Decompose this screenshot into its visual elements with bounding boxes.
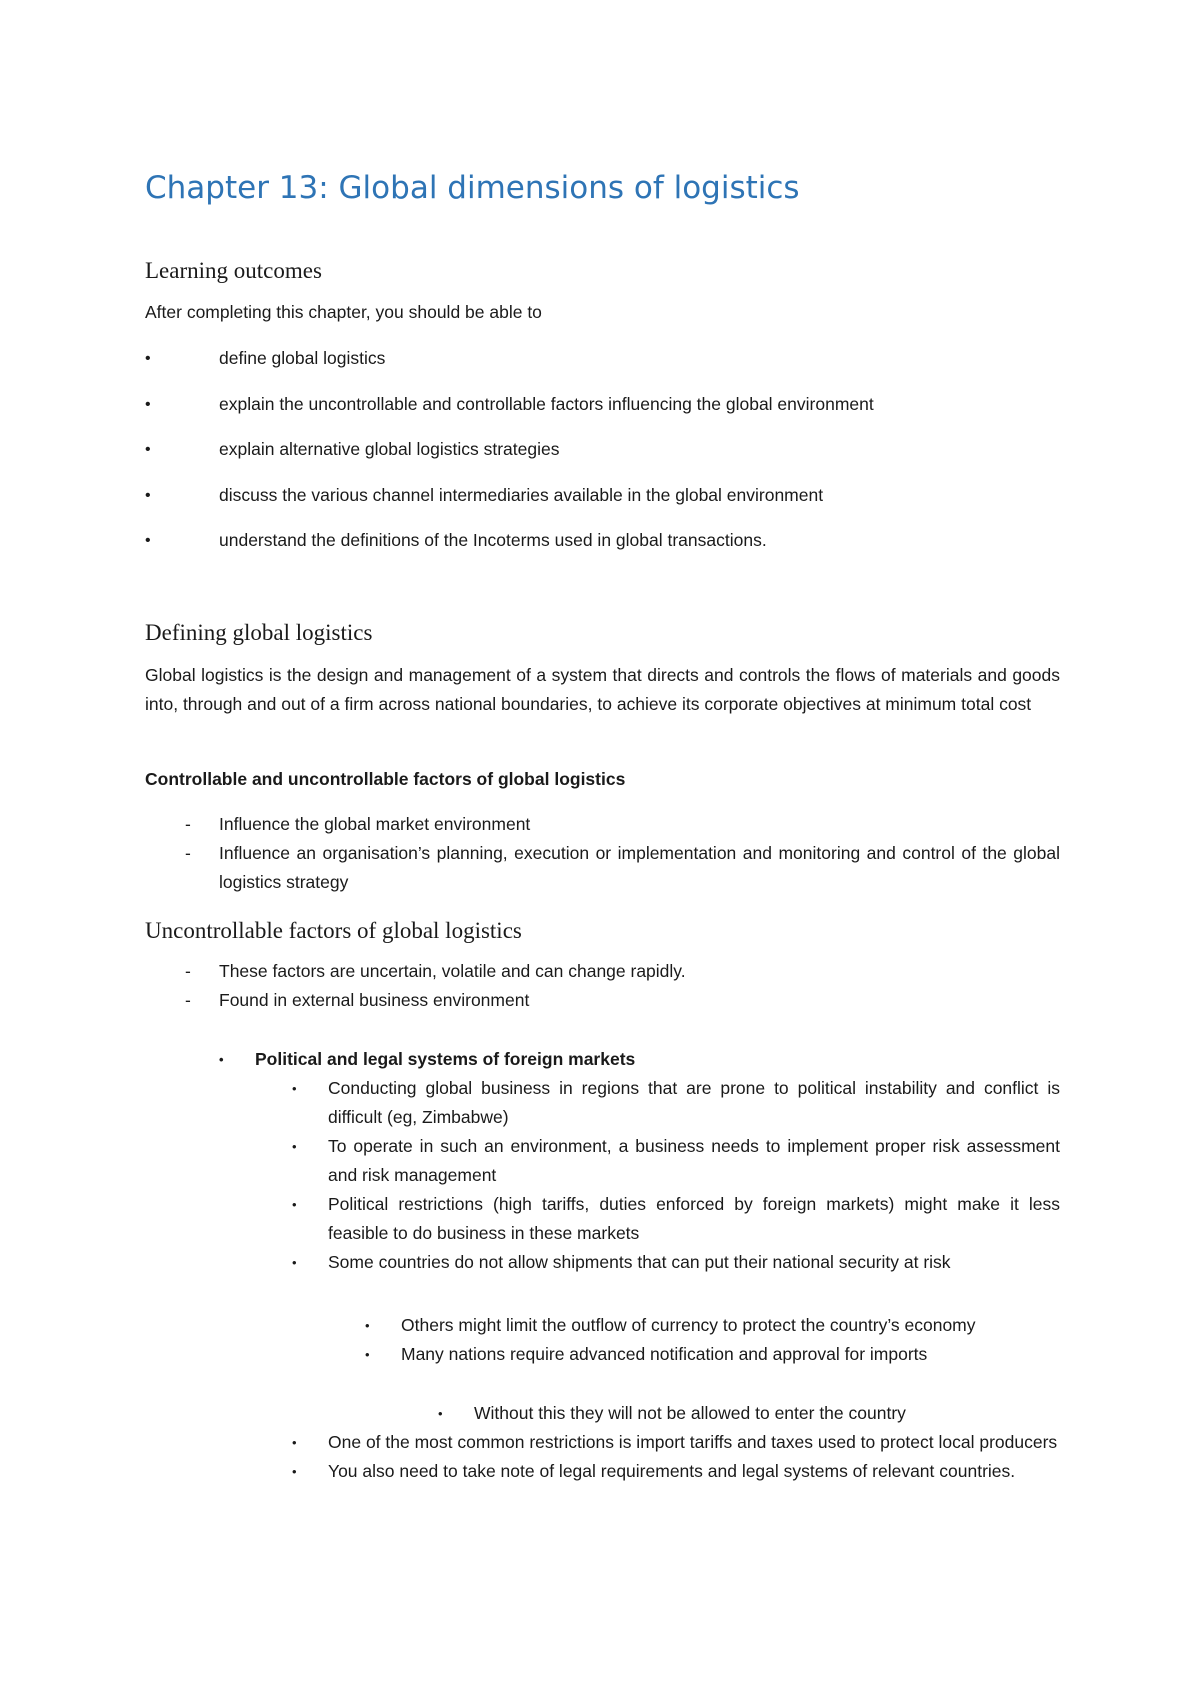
list-item-text: Without this they will not be allowed to enter the country (474, 1403, 906, 1423)
list-item-text: Others might limit the outflow of currency to protect the country’s economy (401, 1315, 976, 1335)
dash-icon: - (185, 961, 191, 981)
bullet-icon: • (145, 350, 151, 367)
bullet-icon: • (365, 1347, 370, 1362)
bullet-icon: • (292, 1435, 297, 1450)
bullet-icon: • (219, 1052, 224, 1067)
list-item (185, 839, 1060, 897)
list-item-text: Political restrictions (high tariffs, duties enforced by foreign markets) might make it less feasible to do business in these markets (328, 1194, 1060, 1243)
outcome-text: understand the definitions of the Incoterms used in global transactions. (219, 530, 767, 550)
list-item-text: These factors are uncertain, volatile and can change rapidly. (219, 961, 686, 981)
bullet-icon: • (145, 441, 151, 458)
list-item (292, 1190, 1060, 1248)
bullet-icon: • (145, 487, 151, 504)
list-item (292, 1248, 1060, 1277)
learning-outcomes-heading: Learning outcomes (145, 258, 322, 283)
list-item (219, 1045, 1060, 1074)
dash-icon: - (185, 990, 191, 1010)
list-item-text: Influence an organisation’s planning, execution or implementation and monitoring and control of the global logistics strategy (219, 843, 1060, 892)
list-item-text: One of the most common restrictions is import tariffs and taxes used to protect local producers (328, 1432, 1058, 1452)
uncontrollable-heading: Uncontrollable factors of global logistics (145, 918, 522, 943)
list-item (292, 1457, 1060, 1486)
factors-subheading: Controllable and uncontrollable factors of global logistics (145, 769, 626, 789)
political-sub-sub-items (438, 1399, 1060, 1428)
bullet-icon: • (292, 1139, 297, 1154)
outcome-text: discuss the various channel intermediaries available in the global environment (219, 485, 824, 505)
bullet-icon: • (292, 1464, 297, 1479)
bullet-icon: • (292, 1081, 297, 1096)
list-item-text: Some countries do not allow shipments that can put their national security at risk (328, 1252, 951, 1272)
chapter-title: Chapter 13: Global dimensions of logistics (145, 170, 800, 206)
political-list (219, 1045, 1060, 1074)
dash-icon: - (185, 843, 191, 863)
list-item (185, 957, 1060, 986)
list-item (438, 1399, 1060, 1428)
bullet-icon: • (145, 396, 151, 413)
bullet-icon: • (365, 1318, 370, 1333)
defining-heading: Defining global logistics (145, 620, 373, 645)
list-item (365, 1340, 1060, 1369)
bullet-icon: • (292, 1197, 297, 1212)
bullet-icon: • (292, 1255, 297, 1270)
political-items (292, 1074, 1060, 1277)
list-item-text: Many nations require advanced notification and approval for imports (401, 1344, 928, 1364)
list-item (292, 1132, 1060, 1190)
political-items-after (292, 1428, 1060, 1486)
outcome-text: define global logistics (219, 348, 386, 368)
list-item (365, 1311, 1060, 1340)
outcome-text: explain the uncontrollable and controllable factors influencing the global environment (219, 394, 874, 414)
definition-paragraph: Global logistics is the design and management of a system that directs and controls the flows of materials and goods into, through and out of a firm across national boundaries, to achieve its corporate objectives at minimum total cost (145, 665, 1060, 714)
list-item (185, 986, 1060, 1015)
list-item-text: Conducting global business in regions that are prone to political instability and conflict is difficult (eg, Zimbabwe) (328, 1078, 1060, 1127)
list-item-text: Influence the global market environment (219, 814, 531, 834)
bullet-icon: • (145, 532, 151, 549)
factors-list (185, 810, 1060, 897)
outcome-text: explain alternative global logistics strategies (219, 439, 560, 459)
list-item-text: To operate in such an environment, a business needs to implement proper risk assessment and risk management (328, 1136, 1060, 1185)
political-title: Political and legal systems of foreign markets (255, 1049, 636, 1069)
list-item (292, 1074, 1060, 1132)
list-item-text: You also need to take note of legal requirements and legal systems of relevant countries. (328, 1461, 1016, 1481)
learning-intro: After completing this chapter, you should be able to (145, 302, 542, 322)
political-sub-items (365, 1311, 1060, 1369)
list-item (185, 810, 1060, 839)
uncontrollable-list (185, 957, 1060, 1015)
bullet-icon: • (438, 1406, 443, 1421)
dash-icon: - (185, 814, 191, 834)
list-item (292, 1428, 1060, 1457)
list-item-text: Found in external business environment (219, 990, 530, 1010)
